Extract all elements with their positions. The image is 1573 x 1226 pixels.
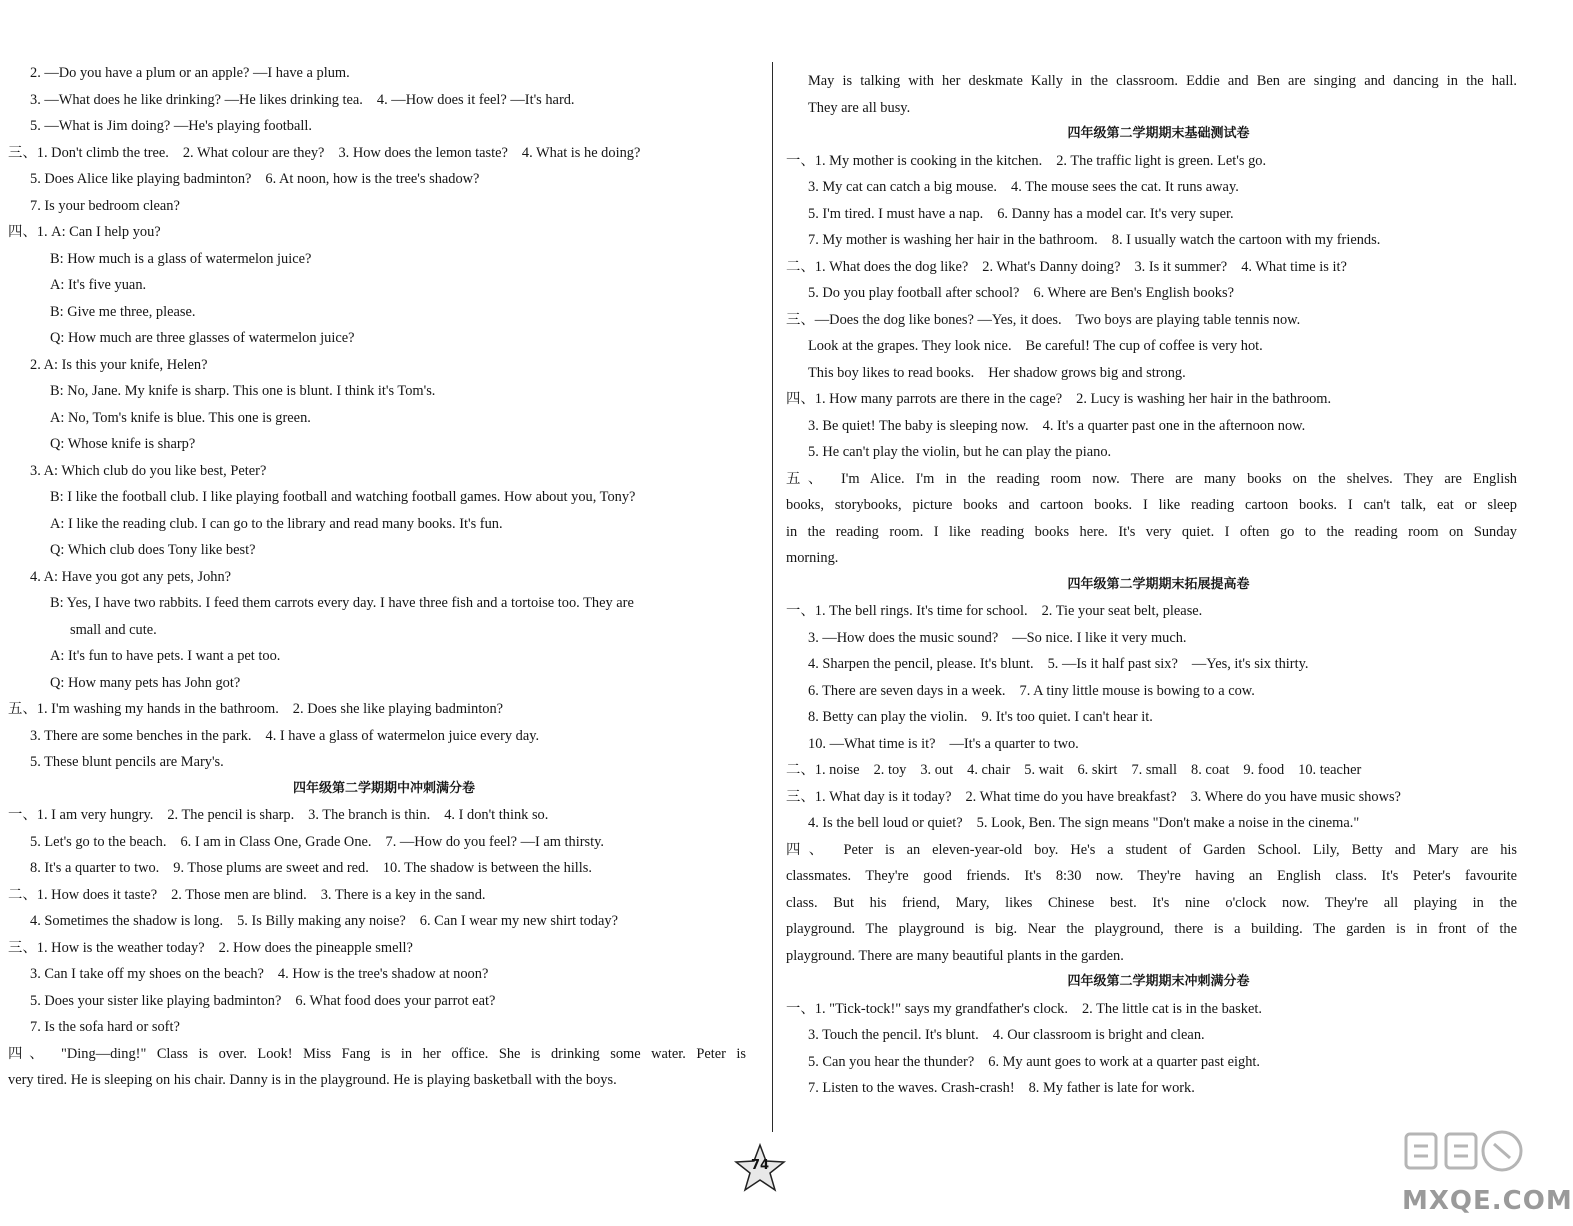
answer-item: B: Give me three, please.	[50, 303, 196, 320]
answer-line	[8, 87, 760, 114]
answer-item: A: It's fun to have pets. I want a pet too.	[50, 648, 281, 664]
answer-item: 2. What colour are they?	[182, 144, 325, 161]
answer-line	[786, 704, 1531, 731]
answer-item: 三、—Does the dog like bones? —Yes, it does.	[786, 311, 1062, 328]
answer-line	[8, 855, 760, 882]
answer-line	[8, 643, 760, 670]
answer-line	[786, 863, 1531, 890]
answer-item: 4. A: Have you got any pets, John?	[30, 568, 232, 585]
answer-item: 二、1. How does it taste?	[8, 886, 158, 903]
answer-item: B: Yes, I have two rabbits. I feed them carrots every day. I have three fish and a tortoise too. They are	[50, 595, 634, 611]
answer-item: 4. I have a glass of watermelon juice every day.	[265, 727, 540, 744]
answer-item: Two boys are playing table tennis now.	[1075, 311, 1301, 328]
answer-item: 4. Sharpen the pencil, please. It's blunt.	[808, 656, 1034, 672]
answer-item: 2. How does the pineapple smell?	[218, 939, 413, 956]
answer-item: 3. A: Which club do you like best, Peter?	[30, 462, 267, 479]
answer-line	[786, 545, 1531, 572]
answer-item: 5. Is Billy making any noise?	[237, 913, 406, 929]
answer-line	[8, 935, 760, 962]
answer-item: 3. There are some benches in the park.	[30, 727, 252, 744]
answer-item: This boy likes to read books.	[808, 364, 975, 381]
answer-item: Q: Whose knife is sharp?	[50, 436, 196, 452]
answer-line	[786, 492, 1531, 519]
answer-item: 8. coat	[1191, 762, 1230, 778]
answer-item: 一、1. The bell rings. It's time for school.	[786, 603, 1028, 619]
answer-line	[8, 378, 760, 405]
answer-item: 4. How is the tree's shadow at noon?	[277, 966, 489, 982]
answer-item: 4. What time is it?	[1241, 258, 1347, 275]
answer-item: 五、 I'm Alice. I'm in the reading room now. There are many books on the shelves. They are English	[786, 470, 1517, 487]
answer-item: 5. Does your sister like playing badminton?	[30, 992, 282, 1009]
answer-item: Her shadow grows big and strong.	[988, 364, 1186, 381]
answer-item: 2. —Do you have a plum or an apple? —I have a plum.	[30, 65, 350, 81]
answer-line	[786, 466, 1531, 493]
answer-item: 4. Sometimes the shadow is long.	[30, 913, 224, 929]
answer-item: 3. Touch the pencil. It's blunt.	[808, 1027, 979, 1043]
answer-line	[786, 943, 1531, 970]
answer-line	[786, 386, 1531, 413]
answer-item: 5. Do you play football after school?	[808, 285, 1020, 301]
answer-item: 9. food	[1243, 762, 1285, 778]
answer-item: They are all busy.	[808, 99, 911, 116]
answer-line	[8, 882, 760, 909]
section-title: 四年级第二学期期中冲刺满分卷	[292, 780, 475, 796]
answer-line	[786, 890, 1531, 917]
answer-line	[8, 219, 760, 246]
answer-line	[786, 651, 1531, 678]
answer-item: 四、1. How many parrots are there in the cage?	[786, 391, 1063, 407]
answer-item: Q: Which club does Tony like best?	[50, 542, 256, 558]
answer-item: 7. My mother is washing her hair in the bathroom.	[808, 232, 1098, 248]
answer-item: 5. Let's go to the beach.	[30, 833, 167, 850]
answer-line	[8, 1041, 760, 1068]
answer-item: 5. —Is it half past six?	[1047, 656, 1178, 672]
answer-item: 一、1. My mother is cooking in the kitchen.	[786, 152, 1043, 169]
answer-item: 7. Listen to the waves. Crash-crash!	[808, 1080, 1015, 1096]
answer-item: morning.	[786, 550, 839, 566]
answer-line	[8, 723, 760, 750]
answer-item: 7. small	[1131, 762, 1178, 778]
answer-line	[8, 988, 760, 1015]
answer-item: 5. —What is Jim doing? —He's playing football.	[30, 118, 312, 134]
answer-item: 5. He can't play the violin, but he can play the piano.	[808, 444, 1112, 460]
answer-item: classmates. They're good friends. It's 8:30 now. They're having an English class. It's Peter's favourite	[786, 868, 1517, 884]
answer-line	[8, 60, 760, 87]
answer-item: playground. The playground is big. Near the playground, there is a building. The garden is in front of the	[786, 921, 1517, 937]
answer-line	[8, 299, 760, 326]
answer-item: 10. teacher	[1298, 762, 1362, 778]
answer-item: 2. Lucy is washing her hair in the bathroom.	[1076, 391, 1332, 407]
answer-item: 10. The shadow is between the hills.	[382, 860, 593, 876]
answer-item: 三、1. Don't climb the tree.	[8, 144, 169, 161]
answer-item: 5. wait	[1024, 762, 1064, 778]
answer-item: B: I like the football club. I like playing football and watching football games. How about you, Tony?	[50, 489, 636, 505]
answer-item: 6. Can I wear my new shirt today?	[419, 913, 618, 929]
answer-line	[8, 458, 760, 485]
answer-item: 2. Does she like playing badminton?	[292, 701, 504, 717]
answer-item: 6. skirt	[1077, 762, 1118, 778]
answer-line	[786, 280, 1531, 307]
answer-line	[8, 802, 760, 829]
answer-item: 5. Can you hear the thunder?	[808, 1053, 975, 1070]
answer-line	[786, 1022, 1531, 1049]
answer-item: 三、1. What day is it today?	[786, 788, 952, 805]
answer-item: 2. toy	[873, 762, 907, 778]
answer-line	[786, 784, 1531, 811]
answer-line	[8, 113, 760, 140]
answer-item: 9. Those plums are sweet and red.	[173, 860, 369, 876]
answer-item: —Yes, it's six thirty.	[1191, 656, 1309, 672]
answer-line	[786, 837, 1531, 864]
answer-item: Look at the grapes. They look nice.	[808, 338, 1012, 354]
answer-item: 二、1. What does the dog like?	[786, 258, 969, 275]
right-answer-column	[786, 68, 1531, 1102]
answer-item: 10. —What time is it?	[808, 735, 936, 752]
section-title: 四年级第二学期期末基础测试卷	[1067, 126, 1250, 141]
answer-item: 3. Can I take off my shoes on the beach?	[30, 966, 264, 982]
answer-item: 7. Is the sofa hard or soft?	[30, 1019, 180, 1035]
answer-item: A: It's five yuan.	[50, 277, 147, 293]
answer-item: 6. At noon, how is the tree's shadow?	[265, 171, 480, 187]
answer-line	[8, 590, 760, 617]
answer-line	[786, 1075, 1531, 1102]
answer-line	[8, 1067, 760, 1094]
answer-line	[786, 810, 1531, 837]
answer-line	[8, 908, 760, 935]
answer-line	[786, 757, 1531, 784]
answer-item: 7. —How do you feel? —I am thirsty.	[385, 833, 604, 850]
answer-item: 6. I am in Class One, Grade One.	[180, 833, 372, 850]
answer-item: 3. —How does the music sound?	[808, 629, 999, 646]
answer-line	[8, 166, 760, 193]
answer-line	[8, 484, 760, 511]
answer-line	[8, 961, 760, 988]
answer-line	[8, 1014, 760, 1041]
answer-item: 五、1. I'm washing my hands in the bathroom.	[8, 701, 279, 717]
answer-item: 5. I'm tired. I must have a nap.	[808, 205, 984, 222]
answer-line	[8, 829, 760, 856]
answer-line	[8, 246, 760, 273]
answer-item: 6. My aunt goes to work at a quarter past eight.	[988, 1053, 1261, 1070]
answer-line	[8, 431, 760, 458]
answer-item: 6. Where are Ben's English books?	[1033, 285, 1234, 301]
answer-item: 8. Betty can play the violin.	[808, 709, 968, 725]
answer-item: 5. Look, Ben. The sign means "Don't make a noise in the cinema."	[976, 815, 1360, 831]
answer-item: 3. Is it summer?	[1134, 258, 1228, 275]
answer-item: 4. Is the bell loud or quiet?	[808, 815, 963, 831]
answer-item: 8. I usually watch the cartoon with my friends.	[1111, 232, 1381, 248]
answer-item: 3. —What does he like drinking? —He likes drinking tea.	[30, 91, 363, 108]
answer-line	[8, 696, 760, 723]
answer-line	[8, 193, 760, 220]
answer-item: 3. My cat can catch a big mouse.	[808, 179, 998, 195]
answer-line	[8, 140, 760, 167]
answer-item: May is talking with her deskmate Kally in the classroom. Eddie and Ben are singing and dancing in the hall.	[808, 73, 1517, 89]
left-answer-column	[8, 60, 760, 1094]
answer-line	[786, 519, 1531, 546]
answer-line	[786, 625, 1531, 652]
answer-item: 四、1. A: Can I help you?	[8, 224, 161, 240]
answer-item: 6. What food does your parrot eat?	[295, 992, 496, 1009]
answer-item: Q: How much are three glasses of watermelon juice?	[50, 330, 355, 346]
answer-item: playground. There are many beautiful plants in the garden.	[786, 947, 1124, 964]
answer-item: 3. There is a key in the sand.	[320, 886, 486, 903]
answer-item: B: How much is a glass of watermelon juice?	[50, 250, 312, 267]
answer-line	[8, 564, 760, 591]
answer-line	[786, 95, 1531, 122]
answer-item: 一、1. "Tick-tock!" says my grandfather's clock.	[786, 1000, 1068, 1017]
watermark-text: MXQE.COM	[1402, 1186, 1573, 1216]
answer-item: 4. —How does it feel? —It's hard.	[376, 91, 575, 108]
answer-line	[8, 405, 760, 432]
answer-item: 4. chair	[967, 762, 1011, 778]
answer-line	[8, 352, 760, 379]
answer-item: class. But his friend, Mary, likes Chinese best. It's nine o'clock now. They're all playing in the	[786, 894, 1517, 911]
answer-item: very tired. He is sleeping on his chair. Danny is in the playground. He is playing basketball with the boys.	[8, 1072, 617, 1088]
answer-item: 7. A tiny little mouse is bowing to a cow.	[1019, 682, 1255, 699]
answer-item: 3. Where do you have music shows?	[1190, 788, 1401, 805]
answer-line	[786, 413, 1531, 440]
answer-item: Q: How many pets has John got?	[50, 674, 241, 691]
answer-line	[786, 333, 1531, 360]
answer-item: 三、1. How is the weather today?	[8, 939, 205, 956]
answer-line	[8, 272, 760, 299]
answer-line	[8, 325, 760, 352]
answer-item: Be careful! The cup of coffee is very hot.	[1025, 338, 1263, 354]
answer-item: 4. Our classroom is bright and clean.	[992, 1027, 1205, 1043]
answer-item: 四、 Peter is an eleven-year-old boy. He's a student of Garden School. Lily, Betty and Mary are his	[786, 841, 1517, 858]
answer-line	[786, 996, 1531, 1023]
answer-item: 4. What is he doing?	[521, 144, 641, 161]
answer-line	[786, 1049, 1531, 1076]
answer-item: 3. The branch is thin.	[308, 807, 431, 823]
answer-item: 3. Be quiet! The baby is sleeping now.	[808, 417, 1029, 434]
page-number: 74	[750, 1158, 770, 1173]
answer-line	[786, 254, 1531, 281]
answer-item: books, storybooks, picture books and cartoon books. I like reading cartoon books. I can't talk, eat or sleep	[786, 497, 1517, 513]
column-divider	[772, 62, 773, 1132]
answer-item: 4. The mouse sees the cat. It runs away.	[1011, 179, 1239, 195]
answer-item: 6. Danny has a model car. It's very super.	[997, 205, 1234, 222]
answer-item: 一、1. I am very hungry.	[8, 807, 154, 823]
answer-item: 2. What time do you have breakfast?	[965, 788, 1177, 805]
answer-line	[786, 360, 1531, 387]
answer-item: —So nice. I like it very much.	[1012, 629, 1187, 646]
answer-item: 2. The pencil is sharp.	[167, 807, 295, 823]
answer-item: A: No, Tom's knife is blue. This one is green.	[50, 409, 311, 426]
section-title: 四年级第二学期期末拓展提高卷	[1067, 576, 1250, 592]
answer-item: small and cute.	[70, 621, 157, 638]
answer-item: 3. How does the lemon taste?	[338, 144, 508, 161]
answer-item: 2. The traffic light is green. Let's go.	[1056, 152, 1267, 169]
answer-item: 6. There are seven days in a week.	[808, 682, 1006, 699]
answer-line	[8, 617, 760, 644]
answer-line	[8, 511, 760, 538]
answer-item: 2. Those men are blind.	[171, 886, 307, 903]
answer-item: 4. I don't think so.	[444, 807, 549, 823]
answer-line	[786, 439, 1531, 466]
answer-line	[786, 916, 1531, 943]
answer-line	[786, 227, 1531, 254]
answer-item: in the reading room. I like reading books here. It's very quiet. I often go to the reading room on Sunday	[786, 523, 1517, 540]
answer-line	[8, 537, 760, 564]
answer-line	[786, 598, 1531, 625]
answer-line	[786, 731, 1531, 758]
answer-item: 3. out	[920, 762, 954, 778]
answer-item: 4. It's a quarter past one in the afternoon now.	[1042, 417, 1306, 434]
answer-line	[786, 307, 1531, 334]
answer-line	[8, 749, 760, 776]
answer-item: A: I like the reading club. I can go to the library and read many books. It's fun.	[50, 515, 503, 532]
answer-item: B: No, Jane. My knife is sharp. This one is blunt. I think it's Tom's.	[50, 383, 436, 399]
answer-line	[8, 670, 760, 697]
answer-line	[786, 678, 1531, 705]
answer-item: 7. Is your bedroom clean?	[30, 197, 180, 214]
answer-item: 5. Does Alice like playing badminton?	[30, 171, 252, 187]
answer-item: 2. A: Is this your knife, Helen?	[30, 356, 208, 373]
answer-line	[786, 148, 1531, 175]
answer-line	[786, 201, 1531, 228]
answer-item: 5. These blunt pencils are Mary's.	[30, 754, 224, 770]
answer-item: 四、 "Ding—ding!" Class is over. Look! Miss Fang is in her office. She is drinking some water. Peter is	[8, 1045, 746, 1062]
answer-item: 2. Tie your seat belt, please.	[1041, 603, 1203, 619]
answer-item: —It's a quarter to two.	[949, 735, 1079, 752]
answer-item: 9. It's too quiet. I can't hear it.	[981, 709, 1153, 725]
answer-item: 2. What's Danny doing?	[982, 258, 1121, 275]
answer-item: 2. The little cat is in the basket.	[1081, 1000, 1262, 1017]
section-title: 四年级第二学期期末冲刺满分卷	[1067, 974, 1250, 989]
answer-item: 8. My father is late for work.	[1028, 1080, 1195, 1096]
answer-item: 二、1. noise	[786, 762, 860, 778]
answer-item: 8. It's a quarter to two.	[30, 860, 160, 876]
answer-line	[786, 68, 1531, 95]
answer-line	[786, 174, 1531, 201]
